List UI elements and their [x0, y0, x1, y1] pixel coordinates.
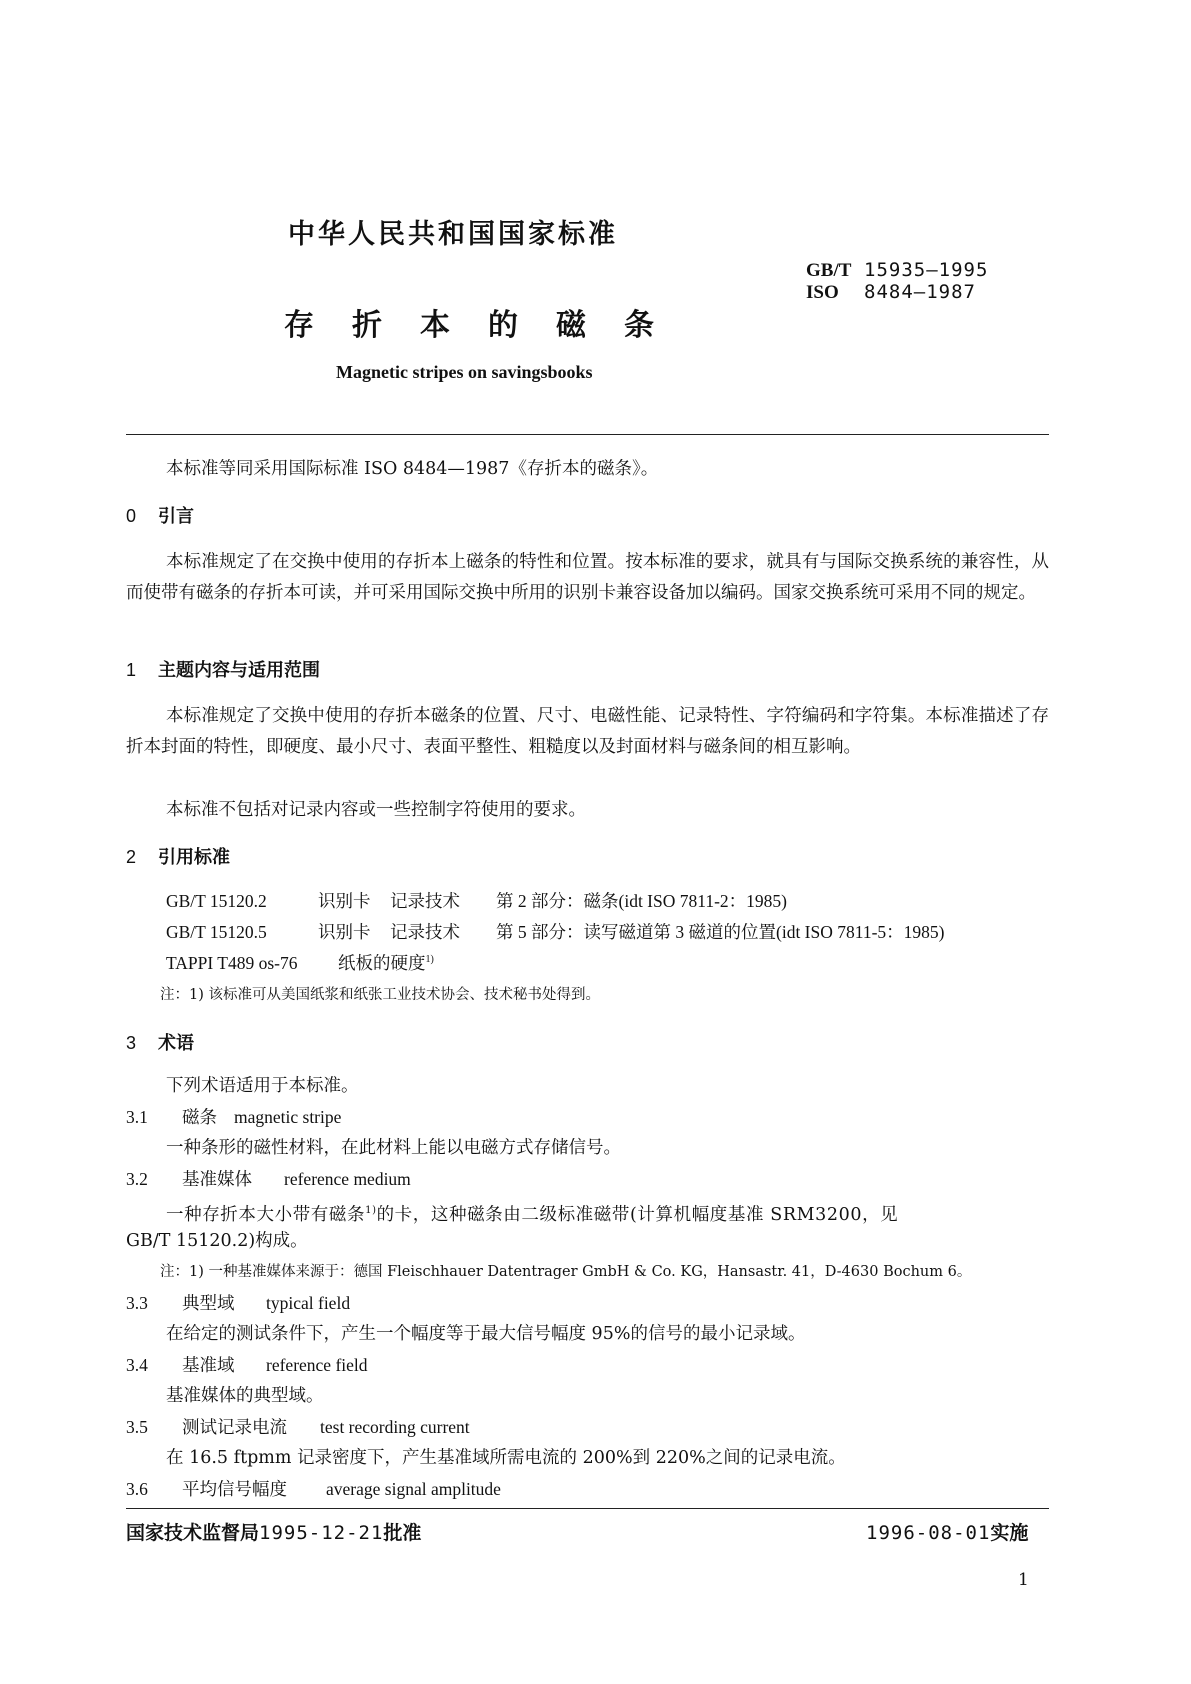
national-standard-heading: 中华人民共和国国家标准 [288, 219, 618, 250]
section-2-number: 2 [126, 847, 137, 867]
term-en: reference medium [284, 1169, 411, 1189]
term-cn: 平均信号幅度 [182, 1480, 287, 1500]
term-number: 3.5 [126, 1417, 148, 1437]
footnote-marker: 1) [365, 1205, 377, 1216]
term-number: 3.2 [126, 1169, 148, 1189]
reference-code: TAPPI T489 os-76 [166, 953, 298, 973]
section-3-title: 术语 [158, 1033, 194, 1054]
term-3-6 [126, 1474, 501, 1506]
term-en: test recording current [320, 1417, 470, 1437]
intro-line: 本标准等同采用国际标准 ISO 8484—1987《存折本的磁条》。 [166, 459, 659, 479]
effective-suffix: 实施 [990, 1522, 1029, 1544]
term-3-2 [126, 1164, 411, 1196]
section-3-number: 3 [126, 1033, 137, 1053]
approval-suffix: 批准 [383, 1522, 422, 1544]
section-3-heading [126, 1029, 194, 1055]
term-number: 3.6 [126, 1479, 148, 1499]
term-cn: 典型域 [182, 1294, 235, 1314]
reference-part: 第 5 部分：读写磁道第 3 磁道的位置(idt ISO 7811-5：1985) [496, 922, 945, 942]
section-2-heading [126, 843, 230, 869]
section-2-note: 注：1) 该标准可从美国纸浆和纸张工业技术协会、技术秘书处得到。 [160, 987, 600, 1003]
term-3-4 [126, 1350, 368, 1382]
standard-number-iso-label: ISO [806, 282, 839, 303]
term-definition: 一种条形的磁性材料，在此材料上能以电磁方式存储信号。 [166, 1138, 621, 1158]
term-number: 3.4 [126, 1355, 148, 1375]
section-1-title: 主题内容与适用范围 [158, 660, 320, 681]
term-cn: 基准域 [182, 1356, 235, 1376]
term-3-3 [126, 1288, 350, 1320]
reference-item-tappi [166, 950, 434, 975]
term-number: 3.3 [126, 1293, 148, 1313]
footnote-marker: 1) [425, 954, 434, 966]
section-3-intro: 下列术语适用于本标准。 [166, 1076, 359, 1096]
term-definition: 在 16.5 ftpmm 记录密度下，产生基准域所需电流的 200%到 220%之间的记录电流。 [166, 1448, 846, 1468]
document-title-en: Magnetic stripes on savingsbooks [336, 362, 593, 382]
section-0-body: 本标准规定了在交换中使用的存折本上磁条的特性和位置。按本标准的要求，就具有与国际交换系统的兼容性，从而使带有磁条的存折本可读，并可采用国际交换中所用的识别卡兼容设备加以编码。国家交换系统可采用不同的规定。 [126, 552, 1049, 603]
standard-number-iso-value: 8484—1987 [864, 281, 976, 303]
section-1-body-2: 本标准不包括对记录内容或一些控制字符使用的要求。 [166, 800, 586, 820]
term-definition: 基准媒体的典型域。 [166, 1386, 324, 1406]
reference-sub: 记录技术 [390, 891, 460, 911]
section-0-number: 0 [126, 506, 137, 526]
header-divider [126, 434, 1049, 435]
term-3-1 [126, 1102, 341, 1134]
reference-name: 识别卡 [318, 891, 371, 911]
term-en: magnetic stripe [234, 1107, 342, 1127]
standard-number-iso [806, 281, 976, 304]
effective-line [866, 1518, 1028, 1545]
section-0-title: 引言 [158, 506, 194, 527]
term-en: typical field [266, 1293, 351, 1313]
standard-number-gb-label: GB/T [806, 260, 852, 281]
term-cn: 测试记录电流 [182, 1418, 287, 1438]
standard-number-gb-value: 15935—1995 [864, 259, 989, 281]
reference-code: GB/T 15120.2 [166, 891, 267, 911]
reference-name: 纸板的硬度 [338, 953, 426, 973]
term-number: 3.1 [126, 1107, 148, 1127]
reference-name: 识别卡 [318, 922, 371, 942]
approval-line [126, 1518, 421, 1545]
term-3-2-note: 注：1) 一种基准媒体来源于：德国 Fleischhauer Datentrager GmbH & Co. KG，Hansastr. 41，D-4630 Bochum 6。 [160, 1264, 972, 1280]
page-number: 1 [1018, 1570, 1029, 1590]
reference-part: 第 2 部分：磁条(idt ISO 7811-2：1985) [496, 891, 788, 911]
term-en: reference field [266, 1355, 368, 1375]
approval-org: 国家技术监督局 [126, 1522, 260, 1544]
term-cn: 磁条 [182, 1108, 217, 1128]
term-en: average signal amplitude [326, 1479, 501, 1499]
term-definition-part-b: 的卡，这种磁条由二级标准磁带(计算机幅度基准 SRM3200，见 [376, 1204, 899, 1225]
term-definition-part-a: 一种存折本大小带有磁条 [166, 1204, 366, 1225]
effective-date: 1996-08-01 [866, 1522, 991, 1544]
term-3-5 [126, 1412, 470, 1444]
term-definition: 在给定的测试条件下，产生一个幅度等于最大信号幅度 95%的信号的最小记录域。 [166, 1324, 806, 1344]
section-1-body-1: 本标准规定了交换中使用的存折本磁条的位置、尺寸、电磁性能、记录特性、字符编码和字符集。本标准描述了存折本封面的特性，即硬度、最小尺寸、表面平整性、粗糙度以及封面材料与磁条间的相互影响。 [126, 706, 1049, 757]
reference-item [166, 919, 945, 944]
reference-item [166, 888, 787, 913]
standard-number-gb [806, 259, 988, 282]
section-0-heading [126, 502, 194, 528]
section-1-number: 1 [126, 660, 137, 680]
approval-date: 1995-12-21 [259, 1522, 384, 1544]
term-definition-continued: GB/T 15120.2)构成。 [126, 1231, 308, 1251]
document-title-cn: 存折本的磁条 [284, 308, 692, 343]
reference-code: GB/T 15120.5 [166, 922, 267, 942]
term-cn: 基准媒体 [182, 1170, 252, 1190]
footer-divider [126, 1508, 1049, 1509]
section-2-title: 引用标准 [158, 847, 230, 868]
section-1-heading [126, 656, 320, 682]
reference-sub: 记录技术 [390, 922, 460, 942]
